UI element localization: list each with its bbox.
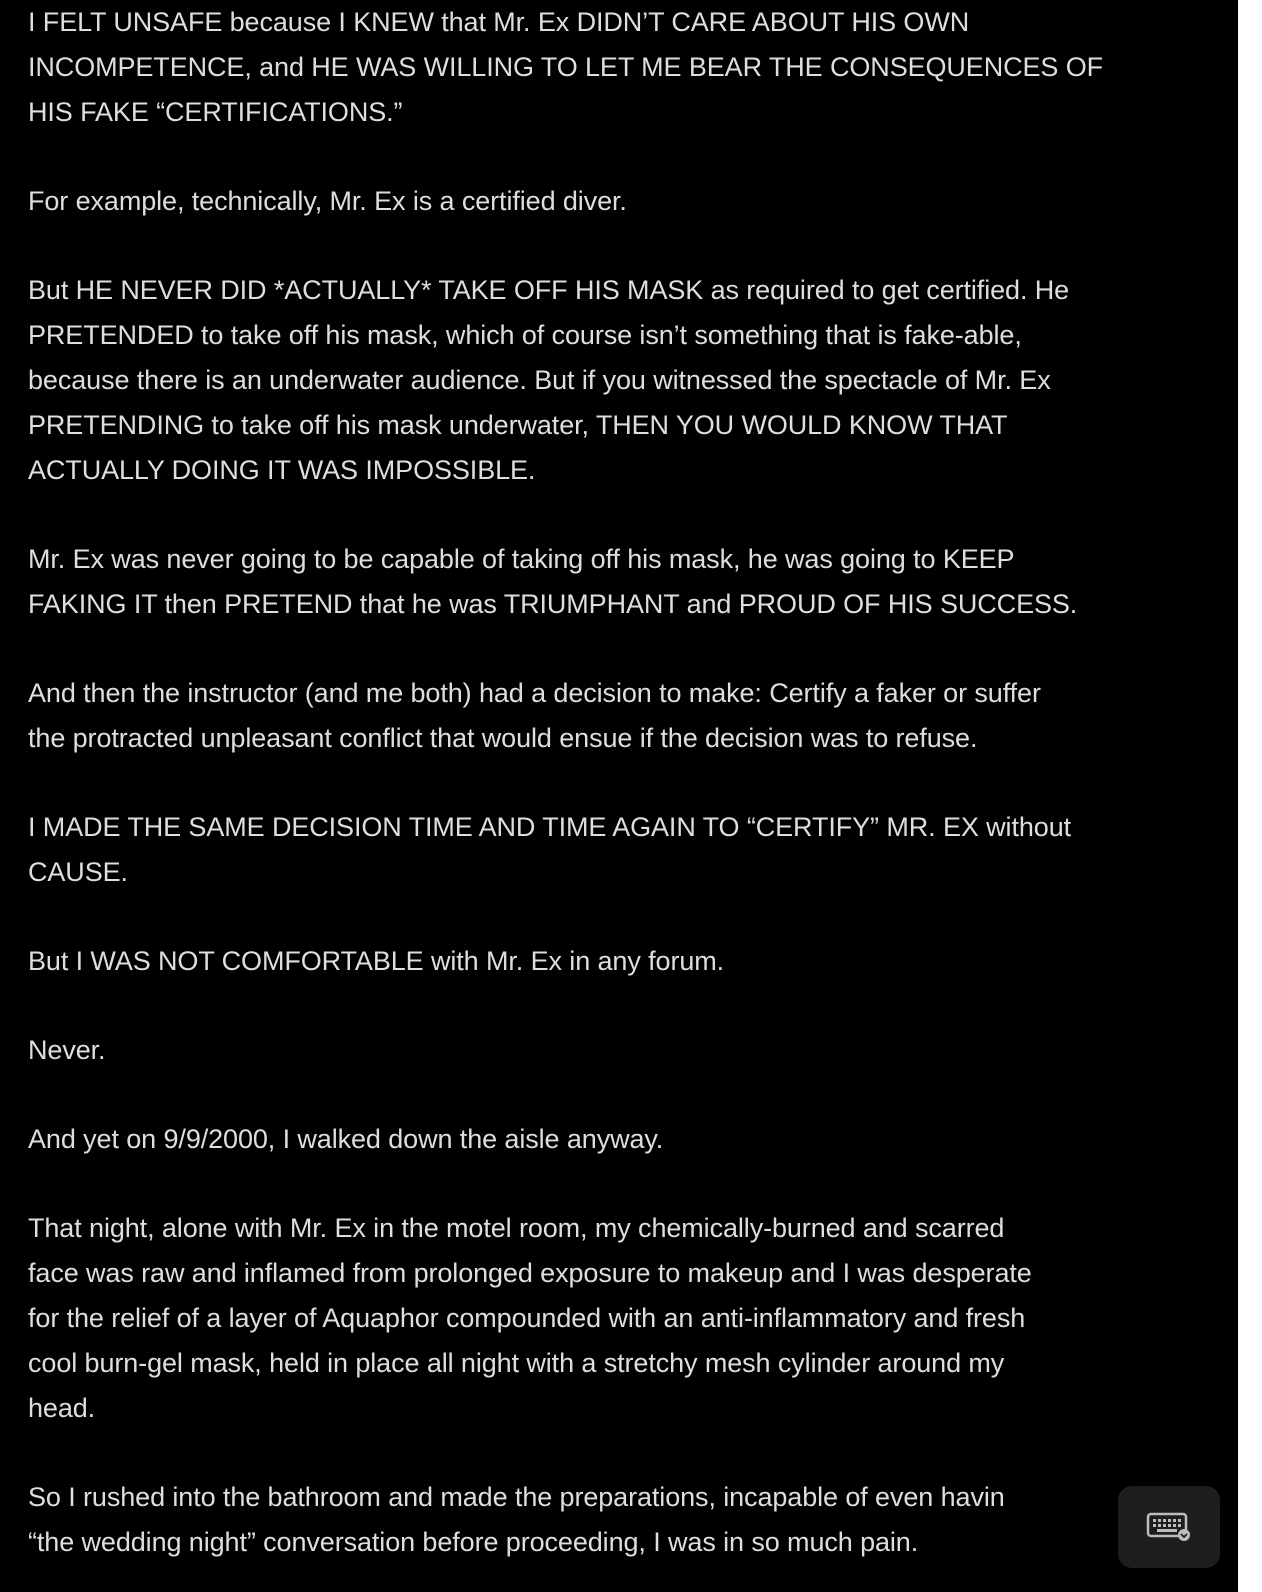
text-line: Mr. Ex was never going to be capable of taking off his mask, he was going to KEEP <box>28 544 1015 574</box>
paragraph <box>28 1117 1208 1162</box>
text-line: cool burn-gel mask, held in place all night with a stretchy mesh cylinder around my <box>28 1348 1005 1378</box>
text-line: INCOMPETENCE, and HE WAS WILLING TO LET ME BEAR THE CONSEQUENCES OF <box>28 52 1104 82</box>
document-text <box>28 0 1208 1565</box>
paragraph <box>28 268 1208 493</box>
text-line: FAKING IT then PRETEND that he was TRIUMPHANT and PROUD OF HIS SUCCESS. <box>28 589 1078 619</box>
text-line: So I rushed into the bathroom and made the preparations, incapable of even havin <box>28 1482 1005 1512</box>
paragraph <box>28 537 1208 627</box>
text-line: PRETENDING to take off his mask underwater, THEN YOU WOULD KNOW THAT <box>28 410 1008 440</box>
paragraph <box>28 1475 1208 1565</box>
window-edge <box>1238 0 1262 1592</box>
text-line: the protracted unpleasant conflict that would ensue if the decision was to refuse. <box>28 723 978 753</box>
paragraph <box>28 939 1208 984</box>
text-line: CAUSE. <box>28 857 128 887</box>
paragraph <box>28 805 1208 895</box>
text-line: I MADE THE SAME DECISION TIME AND TIME AGAIN TO “CERTIFY” MR. EX without <box>28 812 1072 842</box>
text-line: For example, technically, Mr. Ex is a certified diver. <box>28 186 627 216</box>
text-line: That night, alone with Mr. Ex in the motel room, my chemically-burned and scarred <box>28 1213 1005 1243</box>
paragraph <box>28 1028 1208 1073</box>
text-line: head. <box>28 1393 96 1423</box>
text-line: PRETENDED to take off his mask, which of course isn’t something that is fake-able, <box>28 320 1022 350</box>
paragraph <box>28 1206 1208 1431</box>
keyboard-toggle-button[interactable] <box>1118 1486 1220 1568</box>
text-line: Never. <box>28 1035 106 1065</box>
text-line: And then the instructor (and me both) had a decision to make: Certify a faker or suffer <box>28 678 1041 708</box>
text-line: ACTUALLY DOING IT WAS IMPOSSIBLE. <box>28 455 536 485</box>
paragraph <box>28 179 1208 224</box>
text-line: But HE NEVER DID *ACTUALLY* TAKE OFF HIS MASK as required to get certified. He <box>28 275 1070 305</box>
text-line: face was raw and inflamed from prolonged exposure to makeup and I was desperate <box>28 1258 1032 1288</box>
keyboard-icon <box>1146 1512 1192 1542</box>
text-line: HIS FAKE “CERTIFICATIONS.” <box>28 97 403 127</box>
text-line: I FELT UNSAFE because I KNEW that Mr. Ex DIDN’T CARE ABOUT HIS OWN <box>28 7 970 37</box>
text-line: But I WAS NOT COMFORTABLE with Mr. Ex in any forum. <box>28 946 725 976</box>
text-line: And yet on 9/9/2000, I walked down the aisle anyway. <box>28 1124 664 1154</box>
text-line: “the wedding night” conversation before proceeding, I was in so much pain. <box>28 1527 919 1557</box>
text-line: for the relief of a layer of Aquaphor compounded with an anti-inflammatory and fresh <box>28 1303 1026 1333</box>
paragraph <box>28 0 1208 135</box>
paragraph <box>28 671 1208 761</box>
text-line: because there is an underwater audience. But if you witnessed the spectacle of Mr. Ex <box>28 365 1051 395</box>
